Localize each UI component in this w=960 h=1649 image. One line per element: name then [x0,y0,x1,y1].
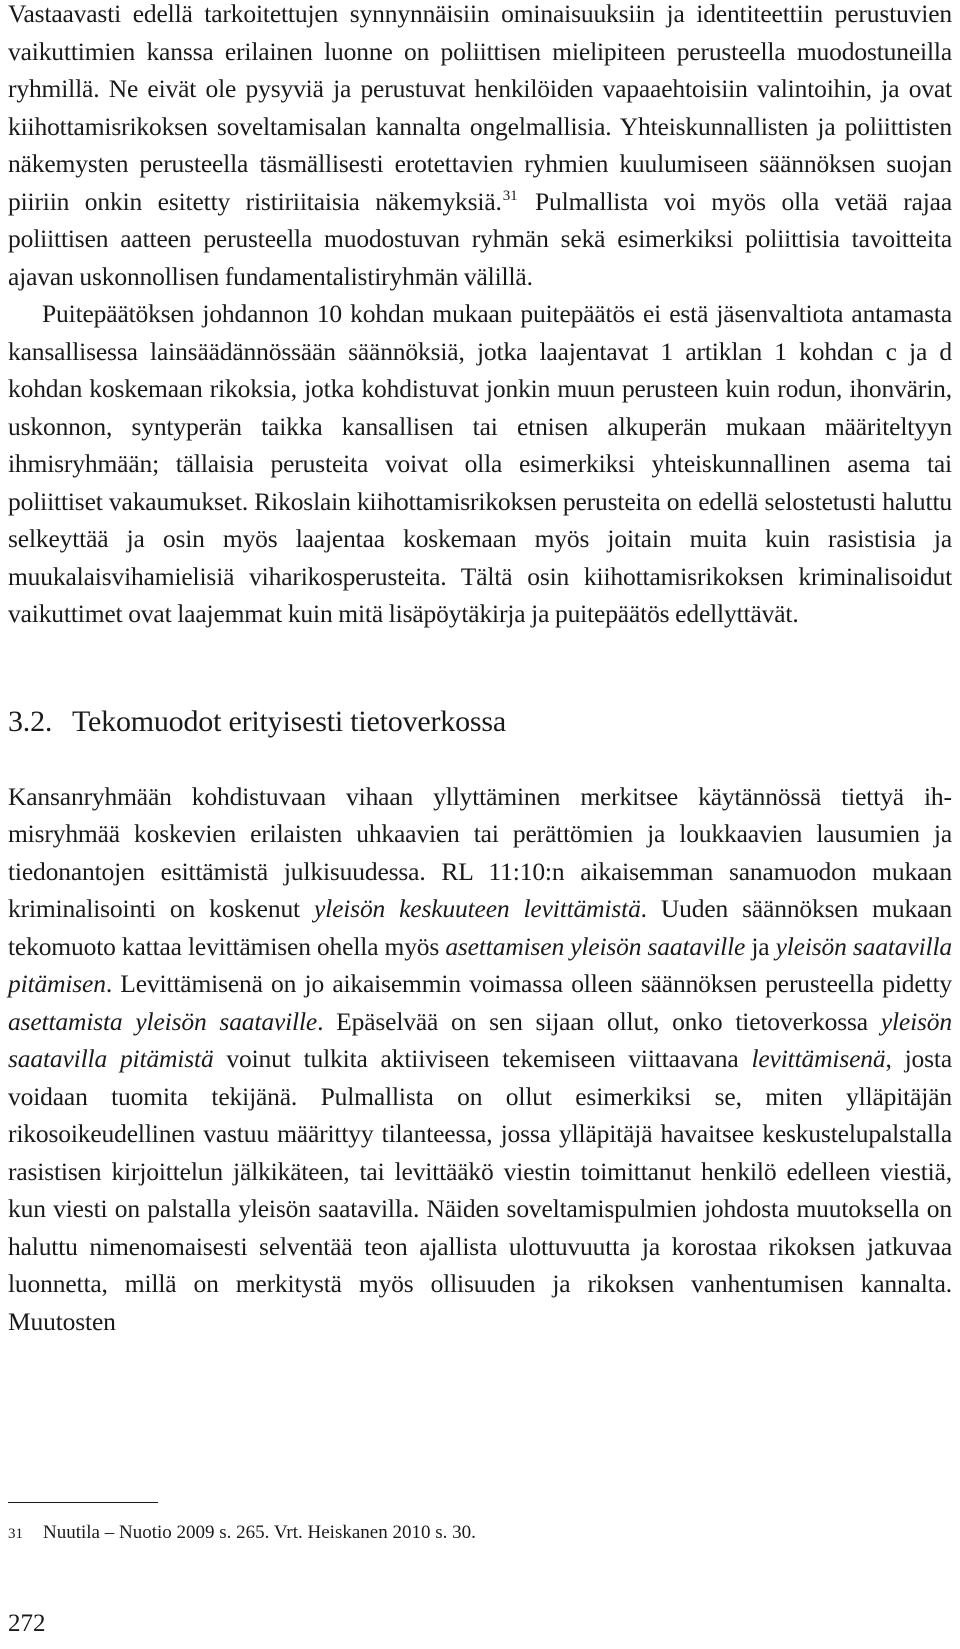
italic-term: yleisön saatavilla pitämistä [8,1006,952,1073]
italic-term: asettamista yleisön saataville [8,1006,318,1036]
paragraph-framework-decision: Puitepäätöksen johdannon 10 kohdan mukaan puitepäätös ei estä jäsenvaltiota antamasta kansallisessa lainsäädännössään säännöksiä, jotka laajentavat 1 artiklan 1 kohdan c ja d kohdan koskemaan rikoksia, jotka kohdistuvat jonkin muun perusteen kuin rodun, ihonvärin, uskonnon, syntyperän taikka kansallisen tai etnisen alkuperän mukaan määriteltyyn ihmisryhmään; tällaisia perusteita voivat olla esimerkiksi yhteiskunnallinen asema tai poliittiset vakaumukset. Rikoslain kiihottamisrikoksen perusteita on edellä selostetusti haluttu selkeyttää ja osin myös laajentaa koskemaan myös joitain muita kuin rasistisia ja muukalaisvihamielisiä viharikosperusteita. Tältä osin kiihottamisrikoksen kriminalisoidut vaikuttimet ovat laajemmat kuin mitä lisäpöytäkirja ja puitepäätös edellyttävät. [8,299,952,628]
paragraph-forms-of-offence [8,778,952,1341]
italic-term: asettamisen yleisön saataville [445,931,746,961]
footnote-text: Nuutila – Nuotio 2009 s. 265. Vrt. Heiskanen 2010 s. 30. [43,1522,476,1543]
paragraph-text-continued: Pulmallista voi myös olla vetää rajaa poliittisen aatteen perusteella muodostuvan ryhmän sekä esimerkiksi poliittisia tavoitteita ajavan uskonnollisen fundamentalistiryhmän välillä. [8,186,953,291]
text-run: . Epäselvää on sen sijaan ollut, onko tietoverkossa [317,1006,881,1036]
footnote [8,1520,476,1547]
italic-term: levittämisenä [751,1044,886,1073]
section-heading [8,702,952,742]
footnote-reference[interactable]: 31 [502,187,518,204]
text-run: voinut tulkita aktiiviseen tekemiseen viittaavana [213,1044,752,1073]
italic-term: yleisön keskuuteen levittämistä [313,894,641,923]
paragraph-text: Vastaavasti edellä tarkoitettujen synnynnäisiin ominaisuuksiin ja identiteettiin perustuvien vaikuttimien kanssa erilainen luonne on poliittisen mielipiteen perusteella muodostuneilla ryhmillä. Ne eivät ole pysyviä ja perustuvat henkilöiden vapaaehtoisiin valintoihin, ja ovat kiihottamisrikoksen soveltamisalan kannalta ongelmallisia. Yhteiskunnallisten ja poliittisten näkemysten perusteella täsmällisesti erotettavien ryhmien kuulumiseen säännöksen suojan piiriin onkin esitetty ristiriitaisia näkemyksiä. [8,0,952,216]
section-title: Tekomuodot erityisesti tietoverkossa [72,704,506,738]
section-number: 3.2. [8,704,53,738]
page-number: 272 [8,1610,46,1637]
text-run: , josta voidaan tuomita tekijänä. Pulmallista on ollut esimerkiksi se, miten ylläpitäjän rikosoikeudellinen vastuu määrittyy tilanteessa, jossa ylläpitäjä havaitsee keskustelupalstalla rasistisen kirjoittelun jälkikäteen, tai levittääkö viestin toimittanut henkilö edelleen viestiä, kun viesti on palstalla yleisön saatavilla. Näiden soveltamispulmien johdosta muutoksella on haluttu nimenomaisesti selventää teon ajallista ulottuvuutta ja korostaa rikoksen jatkuvaa luonnetta, millä on merkitystä myös ollisuuden ja rikoksen vanhentumisen kannalta. Muutosten [8,1044,952,1336]
italic-term: yleisön saatavilla pitämisen [8,931,952,998]
document-page [8,0,952,1649]
paragraph-political-groups [8,0,952,295]
text-run: ja [745,931,776,961]
text-run: . Uuden säännöksen mukaan tekomuoto kattaa levittämisen ohella myös [8,894,952,961]
footnote-divider [8,1502,158,1503]
text-run: . Levittämisenä on jo aikaisemmin voimassa olleen säännöksen perusteella pidetty [105,969,952,998]
text-run: Kansanryhmään kohdistuvaan vihaan yllyttäminen merkitsee käytännössä tiettyä ihmisryhmää koskevien erilaisten uhkaavien tai perättömien ja loukkaavien lausumien ja tiedonantojen esittämistä julkisuudessa. RL 11:10:n aikaisemman sanamuodon mukaan kriminalisointi on koskenut [8,781,952,923]
footnote-number: 31 [8,1526,23,1542]
